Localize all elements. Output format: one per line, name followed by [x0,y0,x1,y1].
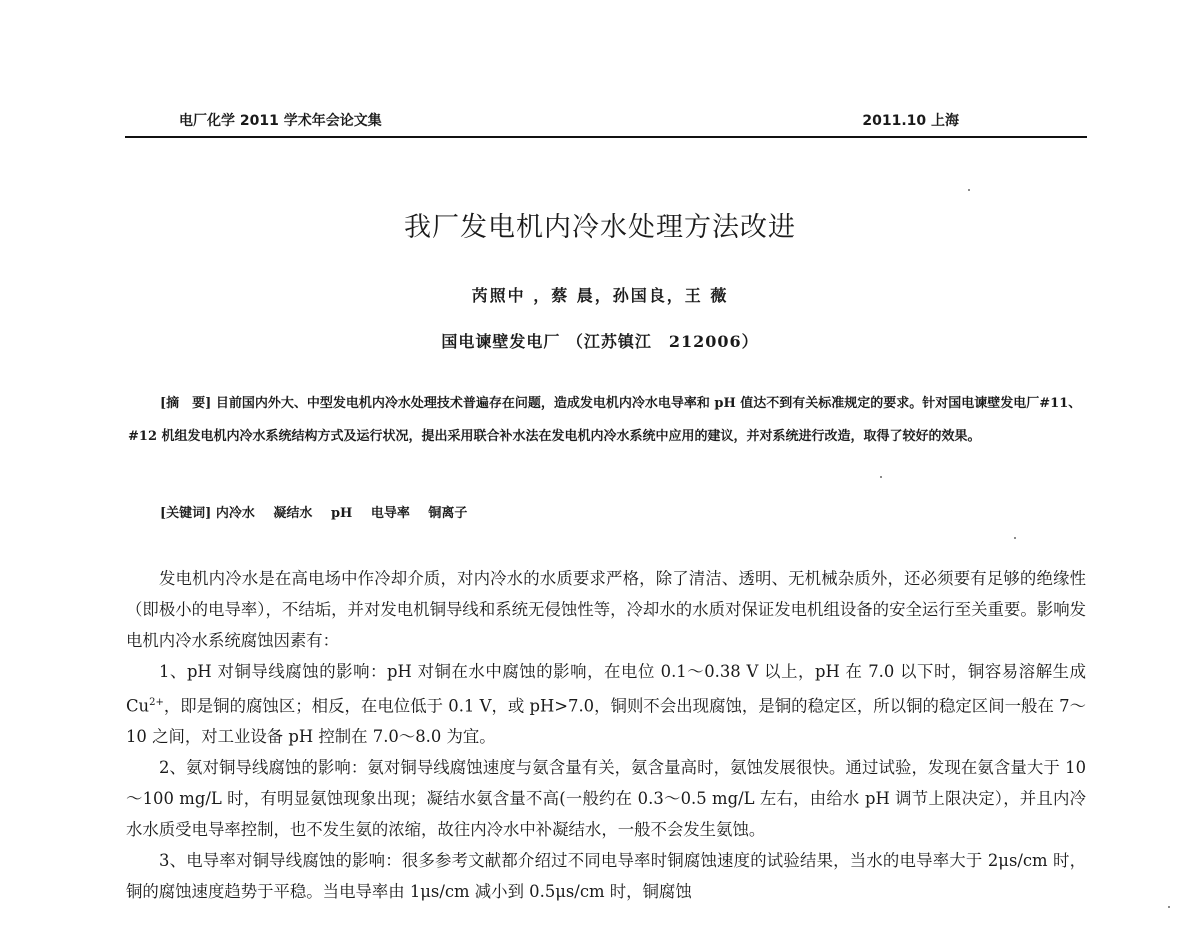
abstract [128,387,1088,453]
keyword: 内冷水 [215,506,255,521]
scan-speck [968,189,970,191]
keyword: 铜离子 [428,506,468,521]
scan-speck [1014,537,1016,539]
keywords [160,502,481,521]
body-paragraph: 3、电导率对铜导线腐蚀的影响：很多参考文献都介绍过不同电导率时铜腐蚀速度的试验结果，当水的电导率大于 2μs/cm 时，铜的腐蚀速度趋势于平稳。当电导率由 1μs/cm 减小到 0.5μs/cm 时，铜腐蚀 [126,851,1086,902]
keyword: 凝结水 [273,506,313,521]
keyword: pH [330,506,353,521]
affiliation: 国电谏壁发电厂 （江苏镇江 212006） [441,332,759,351]
abstract-label: [摘 要] [160,396,212,411]
authors: 芮照中 ，蔡 晨，孙国良，王 薇 [471,286,729,305]
body-paragraph [126,656,1086,752]
keyword: 电导率 [370,506,410,521]
paper-title: 我厂发电机内冷水处理方法改进 [404,212,796,243]
superscript-charge: 2+ [149,697,164,708]
body-paragraph: 2、氨对铜导线腐蚀的影响：氨对铜导线腐蚀速度与氨含量有关，氨含量高时，氨蚀发展很快。通过试验，发现在氨含量大于 10～100 mg/L 时，有明显氨蚀现象出现；凝结水氨含量不高(一般约在 0.3～0.5 mg/L 左右，由给水 pH 调节上限决定），并且内冷水水质受电导率控制，也不发生氨的浓缩，故往内冷水中补凝结水，一般不会发生氨蚀。 [126,758,1086,840]
keywords-label: [关键词] [160,506,212,521]
body-paragraph: 发电机内冷水是在高电场中作冷却介质，对内冷水的水质要求严格，除了清洁、透明、无机械杂质外，还必须要有足够的绝缘性（即极小的电导率），不结垢，并对发电机铜导线和系统无侵蚀性等，冷却水的水质对保证发电机组设备的安全运行至关重要。影响发电机内冷水系统腐蚀因素有： [126,569,1086,650]
abstract-text: 目前国内外大、中型发电机内冷水处理技术普遍存在问题，造成发电机内冷水电导率和 pH 值达不到有关标准规定的要求。针对国电谏壁发电厂#11、#12 机组发电机内冷水系统结构方式及运行状况，提出采用联合补水法在发电机内冷水系统中应用的建议，并对系统进行改造，取得了较好的效果。 [128,396,1082,444]
body-paragraph-part: 1、pH 对铜导线腐蚀的影响：pH 对铜在水中腐蚀的影响，在电位 0.1～0.38 V 以上，pH 在 7.0 以下时，铜容易溶解生成 Cu [126,662,1086,716]
body-text [126,563,1086,907]
scan-speck [880,476,882,478]
header-date-place: 2011.10 上海 [862,113,959,129]
scan-speck [1168,906,1170,908]
body-paragraph-part: ，即是铜的腐蚀区；相反，在电位低于 0.1 V，或 pH>7.0，铜则不会出现腐蚀，是铜的稳定区，所以铜的稳定区间一般在 7～10 之间，对工业设备 pH 控制在 7.0～8.0 为宜。 [126,696,1086,747]
header-journal: 电厂化学 2011 学术年会论文集 [179,113,382,129]
running-header [125,108,1087,138]
